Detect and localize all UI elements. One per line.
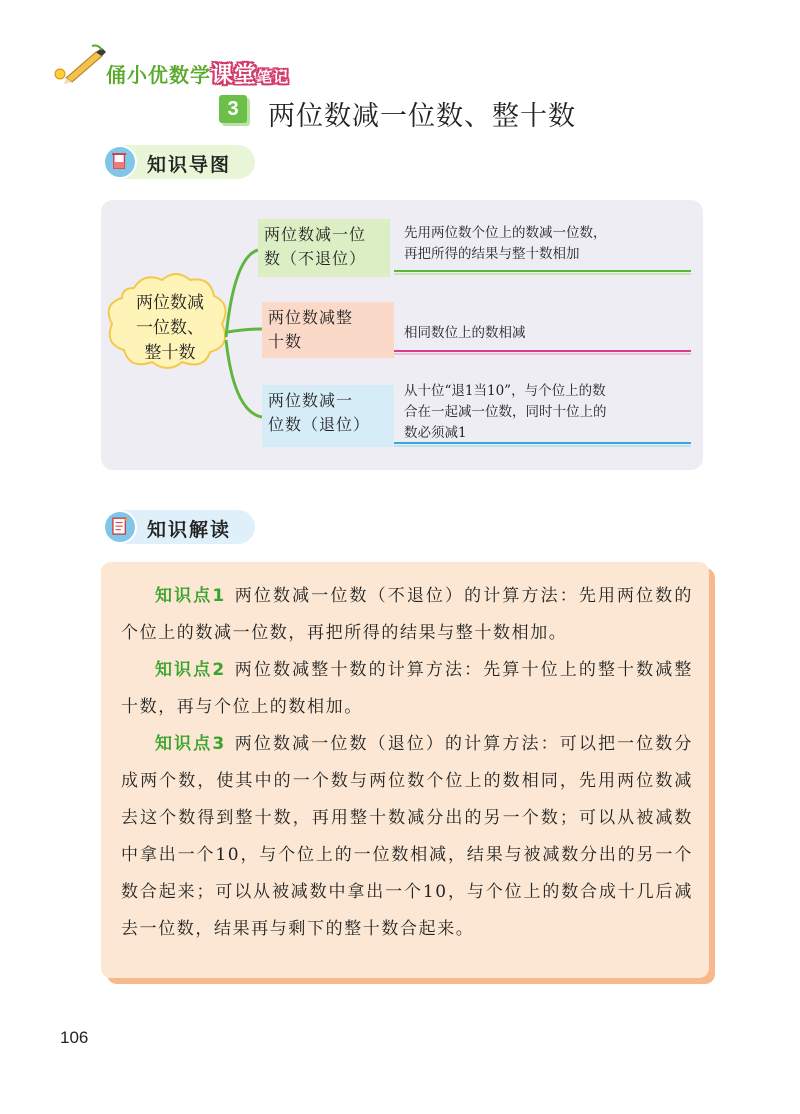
logo-text: 俑小优数学课堂笔记: [106, 63, 290, 88]
flask-icon: [103, 145, 137, 179]
mindmap-node-no-borrow: 两位数减一位 数（不退位）: [258, 219, 390, 277]
mindmap-desc-no-borrow: 先用两位数个位上的数减一位数， 再把所得的结果与整十数相加: [404, 225, 607, 262]
series-logo: [52, 44, 302, 90]
section-mindmap-header: [103, 145, 255, 179]
knowledge-point-3: 知识点3 两位数减一位数（退位）的计算方法：可以把一位数分成两个数，使其中的一个数与两位数个位上的数相同，先用两位数减去这个数得到整十数，再用整十数减分出的另一个数；可以从被减数中拿出一个10，与个位上的一位数相减，结果与被减数分出的另一个数合起来；可以从被减数中拿出一个10，与个位上的数合成十几后减去一位数，结果再与剩下的整十数合起来。: [121, 734, 693, 939]
underline-green: [394, 270, 691, 272]
page-number: 106: [60, 1028, 89, 1047]
lesson-title: 两位数减一位数、整十数: [268, 101, 576, 132]
pencil-icon: [52, 44, 112, 90]
lesson-number: 3: [219, 95, 247, 123]
section-explain-title: 知识解读: [147, 519, 232, 541]
mindmap-desc-tens: 相同数位上的数相减: [404, 325, 526, 341]
mindmap-node-tens: 两位数减整 十数: [262, 302, 394, 358]
knowledge-point-2: 知识点2 两位数减整十数的计算方法：先算十位上的整十数减整十数，再与个位上的数相加。: [121, 660, 693, 717]
notebook-icon: [103, 510, 137, 544]
knowledge-point-1: 知识点1 两位数减一位数（不退位）的计算方法：先用两位数的个位上的数减一位数，再把所得的结果与整十数相加。: [121, 586, 693, 643]
section-mindmap-title: 知识导图: [147, 154, 232, 176]
underline-blue: [394, 442, 691, 444]
underline-pink: [394, 350, 691, 352]
section-explain-header: [103, 510, 255, 544]
knowledge-explanation-text: [121, 578, 693, 948]
mindmap-center: 两位数减 一位数、 整十数: [136, 293, 204, 363]
mindmap-node-borrow: 两位数减一 位数（退位）: [262, 385, 394, 447]
mindmap-desc-borrow: 从十位“退1当10”，与个位上的数 合在一起减一位数，同时十位上的 数必须减1: [404, 383, 607, 441]
